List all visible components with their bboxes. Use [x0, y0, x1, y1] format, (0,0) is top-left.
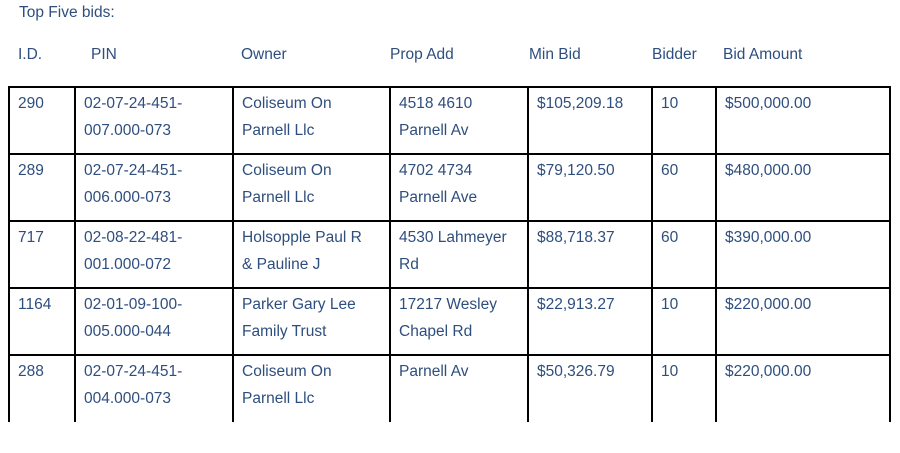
- table-row: [9, 355, 890, 422]
- header-min-bid: Min Bid: [529, 46, 581, 63]
- cell-owner-line: Parnell Llc: [242, 122, 315, 139]
- cell-owner: [233, 288, 390, 355]
- cell-prop-add: [390, 288, 528, 355]
- cell-owner-line: Holsopple Paul R: [242, 229, 362, 246]
- table-row: [9, 221, 890, 288]
- cell-prop-add: [390, 221, 528, 288]
- cell-id: 290: [9, 87, 75, 154]
- cell-bidder: 10: [652, 355, 716, 422]
- cell-bidder: 60: [652, 221, 716, 288]
- cell-bid-amount: $220,000.00: [716, 355, 890, 422]
- cell-bid-amount: $390,000.00: [716, 221, 890, 288]
- cell-id: 717: [9, 221, 75, 288]
- cell-bid-amount: $500,000.00: [716, 87, 890, 154]
- cell-owner-line: Parnell Llc: [242, 390, 315, 407]
- cell-owner-line: Coliseum On: [242, 95, 332, 112]
- cell-bidder: 60: [652, 154, 716, 221]
- cell-min-bid: $88,718.37: [528, 221, 652, 288]
- cell-pin-line: 02-01-09-100-: [84, 296, 183, 313]
- cell-pin-line: 007.000-073: [84, 122, 172, 139]
- cell-prop-add-line: 4530 Lahmeyer: [399, 229, 507, 246]
- cell-owner-line: Coliseum On: [242, 162, 332, 179]
- cell-owner: [233, 154, 390, 221]
- cell-id: 1164: [9, 288, 75, 355]
- cell-prop-add: [390, 355, 528, 422]
- cell-bid-amount: $220,000.00: [716, 288, 890, 355]
- cell-prop-add-line: 4518 4610: [399, 95, 473, 112]
- cell-prop-add-line: Parnell Ave: [399, 189, 478, 206]
- cell-owner-line: & Pauline J: [242, 256, 321, 273]
- cell-pin-line: 02-08-22-481-: [84, 229, 183, 246]
- cell-min-bid: $79,120.50: [528, 154, 652, 221]
- cell-pin-line: 02-07-24-451-: [84, 363, 183, 380]
- cell-pin-line: 005.000-044: [84, 323, 172, 340]
- header-bid-amount: Bid Amount: [723, 46, 803, 63]
- header-pin: PIN: [91, 46, 117, 63]
- cell-bid-amount: $480,000.00: [716, 154, 890, 221]
- cell-id: 288: [9, 355, 75, 422]
- cell-prop-add-line: Rd: [399, 256, 419, 273]
- cell-pin: [75, 355, 233, 422]
- cell-owner: [233, 355, 390, 422]
- cell-id: 289: [9, 154, 75, 221]
- cell-min-bid: $105,209.18: [528, 87, 652, 154]
- bids-table: [8, 86, 891, 422]
- cell-prop-add-line: 4702 4734: [399, 162, 473, 179]
- cell-bidder: 10: [652, 288, 716, 355]
- cell-owner: [233, 221, 390, 288]
- cell-owner-line: Coliseum On: [242, 363, 332, 380]
- cell-pin-line: 02-07-24-451-: [84, 162, 183, 179]
- cell-pin-line: 001.000-072: [84, 256, 172, 273]
- cell-pin: [75, 154, 233, 221]
- cell-pin: [75, 221, 233, 288]
- cell-min-bid: $50,326.79: [528, 355, 652, 422]
- cell-prop-add-line: Parnell Av: [399, 363, 469, 380]
- cell-prop-add: [390, 154, 528, 221]
- cell-owner-line: Family Trust: [242, 323, 327, 340]
- cell-owner-line: Parnell Llc: [242, 189, 315, 206]
- cell-prop-add-line: 17217 Wesley: [399, 296, 497, 313]
- table-row: [9, 288, 890, 355]
- cell-owner: [233, 87, 390, 154]
- page-title: Top Five bids:: [19, 4, 115, 21]
- cell-pin: [75, 288, 233, 355]
- header-id: I.D.: [18, 46, 43, 63]
- table-row: [9, 87, 890, 154]
- cell-prop-add-line: Parnell Av: [399, 122, 469, 139]
- cell-pin-line: 02-07-24-451-: [84, 95, 183, 112]
- cell-pin-line: 006.000-073: [84, 189, 172, 206]
- cell-min-bid: $22,913.27: [528, 288, 652, 355]
- cell-pin: [75, 87, 233, 154]
- cell-pin-line: 004.000-073: [84, 390, 172, 407]
- cell-prop-add: [390, 87, 528, 154]
- cell-bidder: 10: [652, 87, 716, 154]
- header-bidder: Bidder: [652, 46, 697, 63]
- header-owner: Owner: [241, 46, 287, 63]
- cell-prop-add-line: Chapel Rd: [399, 323, 473, 340]
- header-prop-add: Prop Add: [390, 46, 454, 63]
- table-row: [9, 154, 890, 221]
- cell-owner-line: Parker Gary Lee: [242, 296, 356, 313]
